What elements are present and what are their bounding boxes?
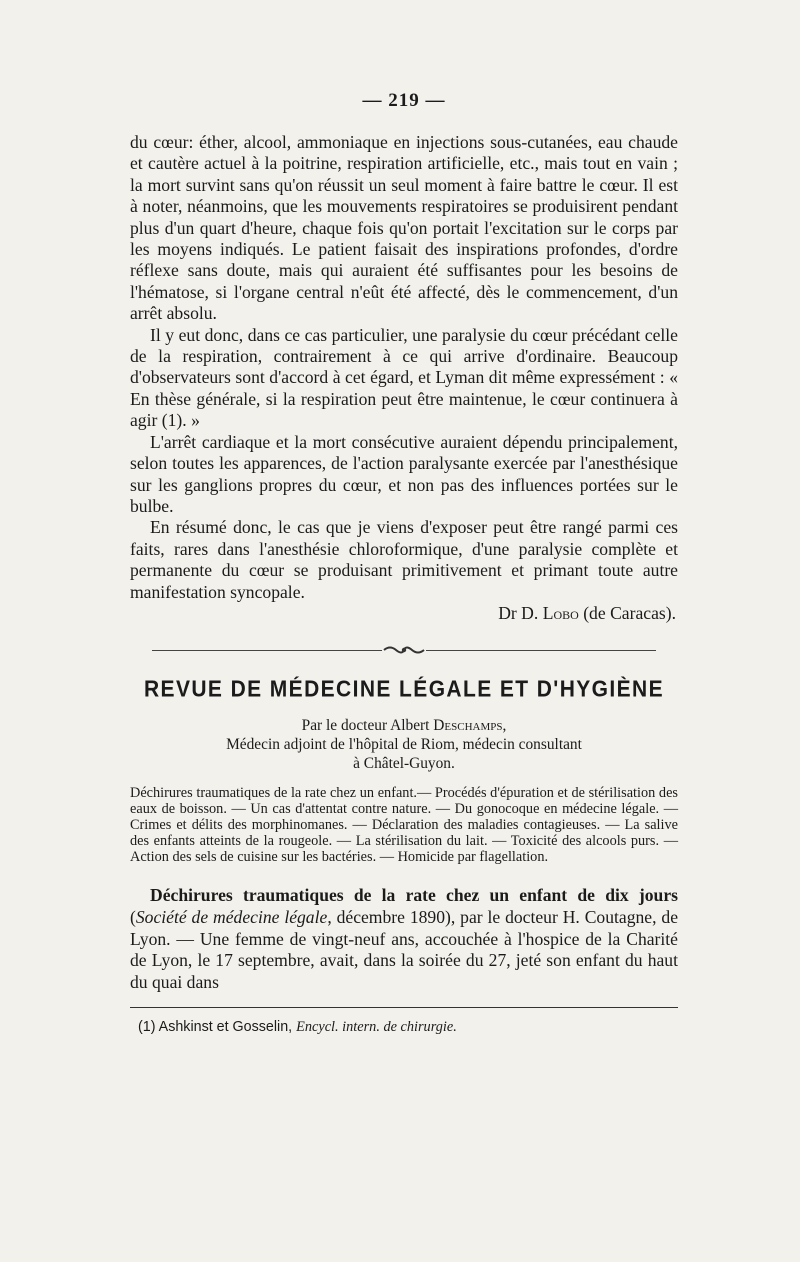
- footnote-rule: [130, 1007, 678, 1008]
- book-page: [130, 80, 678, 1036]
- divider-ornament-icon: [382, 644, 426, 656]
- paragraph-1: du cœur: éther, alcool, ammoniaque en injections sous-cutanées, eau chaude et cautère actuel à la poitrine, respiration artificielle, etc., mais tout en vain ; la mort survint sans qu'on réussit un seul moment à faire battre le cœur. Il est à noter, néanmoins, que les mouvements respiratoires se produisirent pendant plus d'un quart d'heure, chaque fois qu'on portait l'excitation sur le corps par les moyens indiqués. Le patient faisait des inspirations profondes, d'ordre réflexe sans doute, mais qui auraient été suffisantes pour les besoins de l'hématose, si l'organe central n'eût été affecté, dès le commencement, d'un arrêt absolu.: [130, 132, 678, 324]
- article-lead: Déchirures traumatiques de la rate chez un enfant de dix jours: [150, 885, 678, 906]
- paragraph-2: [130, 325, 678, 432]
- section-divider: [130, 644, 678, 656]
- footnote-text: (1) Ashkinst et Gosselin,: [138, 1019, 297, 1036]
- page-number: — 219 —: [362, 90, 446, 111]
- byline-prefix: Par le docteur Albert: [301, 717, 430, 735]
- byline-line-2: Médecin adjoint de l'hôpital de Riom, médecin consultant: [226, 736, 582, 754]
- footnote: [138, 1018, 678, 1036]
- signature-prefix: Dr D.: [498, 602, 539, 623]
- article-open: (: [130, 906, 136, 927]
- article-text: , décembre 1890), par le docteur H. Coutagne, de Lyon. — Une femme de vingt-neuf ans, accouchée à l'hospice de la Charité de Lyon, le 17 septembre, avait, dans la soirée du 27, jeté son enfant du haut du quai dans: [130, 906, 679, 992]
- article-source: Société de médecine légale: [135, 906, 328, 927]
- paragraph-4: En résumé donc, le cas que je viens d'exposer peut être rangé parmi ces faits, rares dans l'anesthésie chloroformique, d'une paralysie complète et permanente du cœur se produisant primitivement et primant toute autre manifestation syncopale.: [130, 517, 678, 602]
- divider-line-right: [426, 650, 656, 651]
- section-summary: Déchirures traumatiques de la rate chez un enfant.— Procédés d'épuration et de stérilisation des eaux de boisson. — Un cas d'attentat contre nature. — Du gonocoque en médecine légale. — Crimes et délits des morphinomanes. — Déclaration des maladies contagieuses. — La salive des enfants atteints de la rougeole. — La stérilisation du lait. — Toxicité des alcools purs. — Action des sels de cuisine sur les bactéries. — Homicide par flagellation.: [130, 785, 678, 866]
- article-paragraph: [130, 885, 678, 993]
- byline-author: Deschamps,: [433, 717, 507, 735]
- signature-name: Lobo: [542, 602, 579, 623]
- footnote-source: Encycl. intern. de chirurgie.: [296, 1019, 457, 1036]
- paragraph-3: L'arrêt cardiaque et la mort consécutive auraient dépendu principalement, selon toutes les apparences, de l'action paralysante exercée par l'anesthésique sur les ganglions propres du cœur, et non pas des influences portées sur le bulbe.: [130, 431, 678, 516]
- paragraph-2-text: Il y eut donc, dans ce cas particulier, une paralysie du cœur précédant celle de la respiration, contrairement à ce qui arrive d'ordinaire. Beaucoup d'observateurs sont d'accord à cet égard, et Lyman dit même expressément : « En thèse générale, si la respiration peut être maintenue, le cœur continuera à agir (1). »: [130, 324, 678, 431]
- author-signature: [130, 603, 676, 624]
- signature-suffix: (de Caracas).: [583, 602, 676, 623]
- section-title: REVUE DE MÉDECINE LÉGALE ET D'HYGIÈNE: [143, 677, 665, 703]
- byline-line-1: [130, 716, 678, 735]
- divider-line-left: [152, 650, 382, 651]
- byline-line-3: à Châtel-Guyon.: [353, 755, 455, 773]
